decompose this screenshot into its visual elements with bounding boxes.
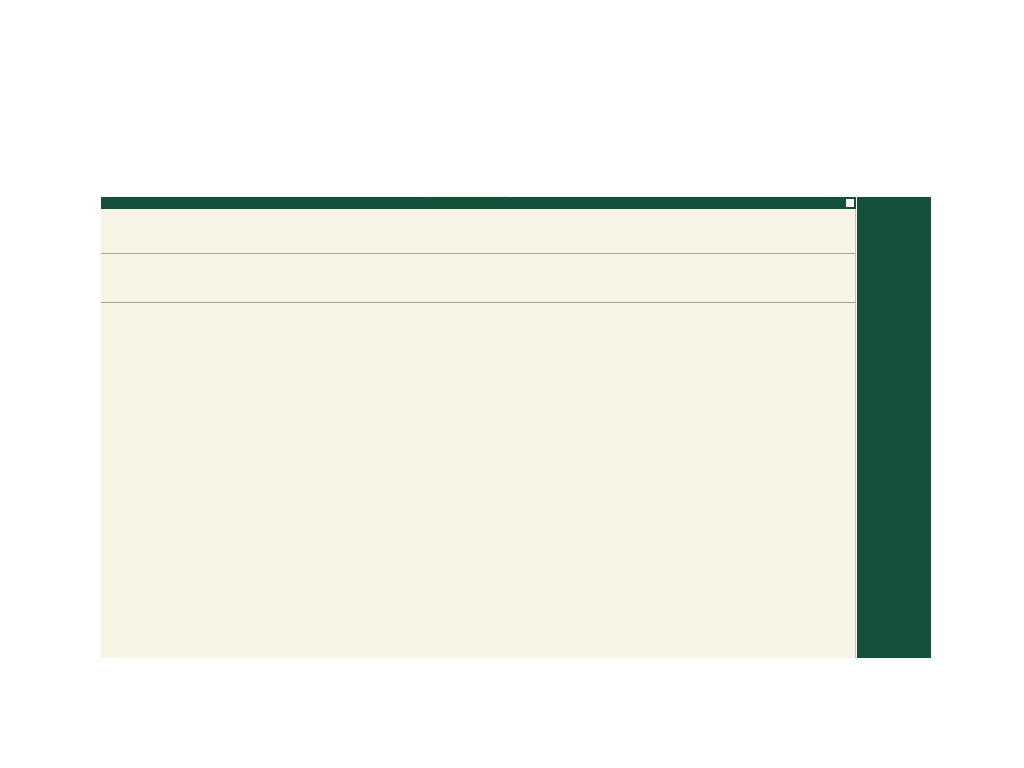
table-top-divider <box>101 302 856 303</box>
window-titlebar <box>101 197 856 209</box>
button-bar <box>857 197 931 658</box>
report-body <box>101 209 856 658</box>
header-divider <box>101 253 856 254</box>
close-icon[interactable] <box>846 199 854 207</box>
titlebar-center-tab <box>431 196 509 210</box>
report-window <box>101 197 931 658</box>
